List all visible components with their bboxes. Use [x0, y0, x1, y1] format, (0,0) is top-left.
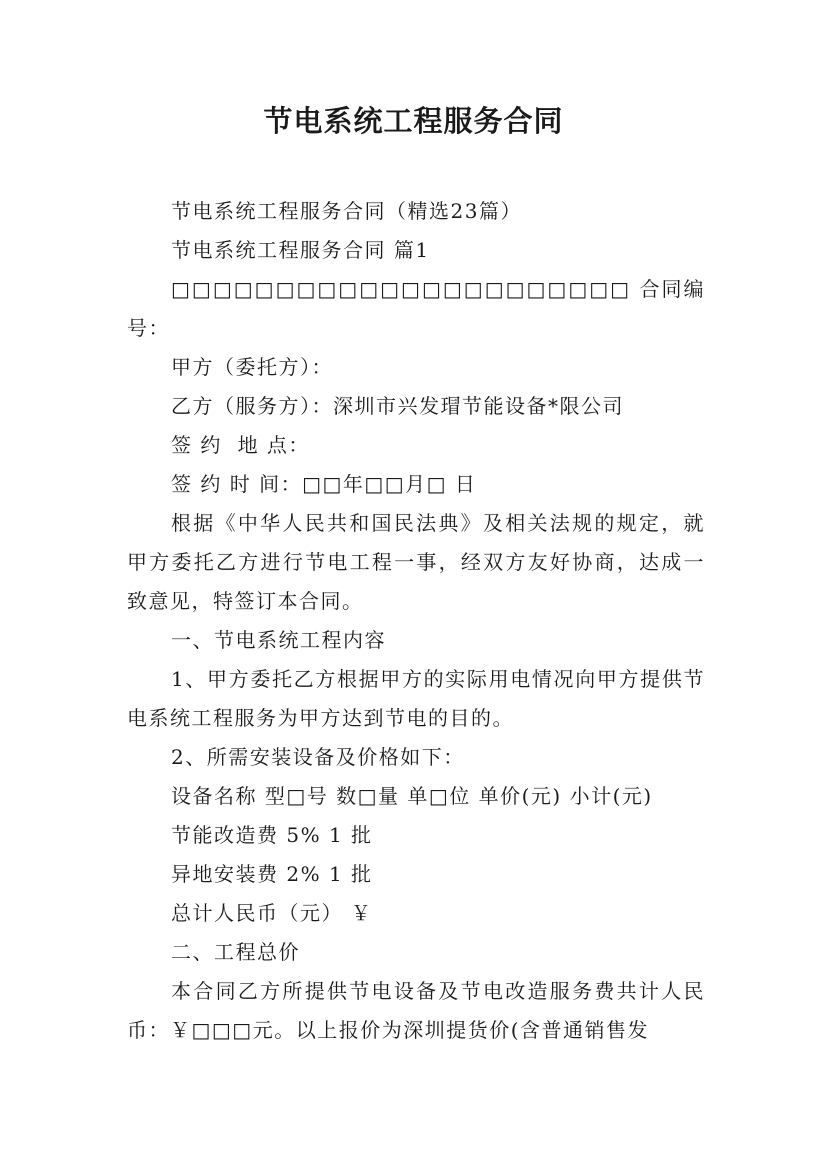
- paragraph-section-2-heading: 二、工程总价: [171, 940, 300, 964]
- paragraph-party-a: 甲方（委托方）：: [171, 355, 333, 379]
- paragraph-party-b: 乙方（服务方）：深圳市兴发瑁节能设备*限公司: [171, 394, 624, 418]
- paragraph-clause-1: 1、甲方委托乙方根据甲方的实际用电情况向甲方提供节电系统工程服务为甲方达到节电的目的。: [127, 667, 705, 730]
- document-title: 节电系统工程服务合同: [263, 104, 564, 138]
- paragraph-section-1-heading: 一、节电系统工程内容: [171, 628, 386, 652]
- paragraph-total-price: 本合同乙方所提供节电设备及节电改造服务费共计人民币：￥□□□元。以上报价为深圳提货价(含普通销售发: [127, 979, 705, 1042]
- paragraph-clause-2: 2、所需安装设备及价格如下：: [171, 745, 465, 769]
- paragraph-equipment-row-2: 异地安装费 2% 1 批: [171, 862, 373, 886]
- paragraph-equipment-row-1: 节能改造费 5% 1 批: [171, 823, 373, 847]
- paragraph-signing-time: 签 约 时 间：□□年□□月□ 日: [171, 472, 477, 496]
- paragraph-preamble: 根据《中华人民共和国民法典》及相关法规的规定，就甲方委托乙方进行节电工程一事，经双方友好协商，达成一致意见，特签订本合同。: [127, 511, 705, 613]
- paragraph-subtitle: 节电系统工程服务合同（精选23篇）: [171, 199, 522, 223]
- paragraph-contract-number: □□□□□□□□□□□□□□□□□□□□□□ 合同编号：: [127, 277, 705, 340]
- paragraph-chapter-heading: 节电系统工程服务合同 篇1: [171, 238, 430, 262]
- paragraph-equipment-header: 设备名称 型□号 数□量 单□位 单价(元) 小计(元): [171, 784, 653, 808]
- paragraph-signing-place: 签 约 地 点：: [171, 433, 310, 457]
- paragraph-equipment-total: 总计人民币（元） ￥: [171, 901, 373, 925]
- document-body: [127, 192, 705, 1050]
